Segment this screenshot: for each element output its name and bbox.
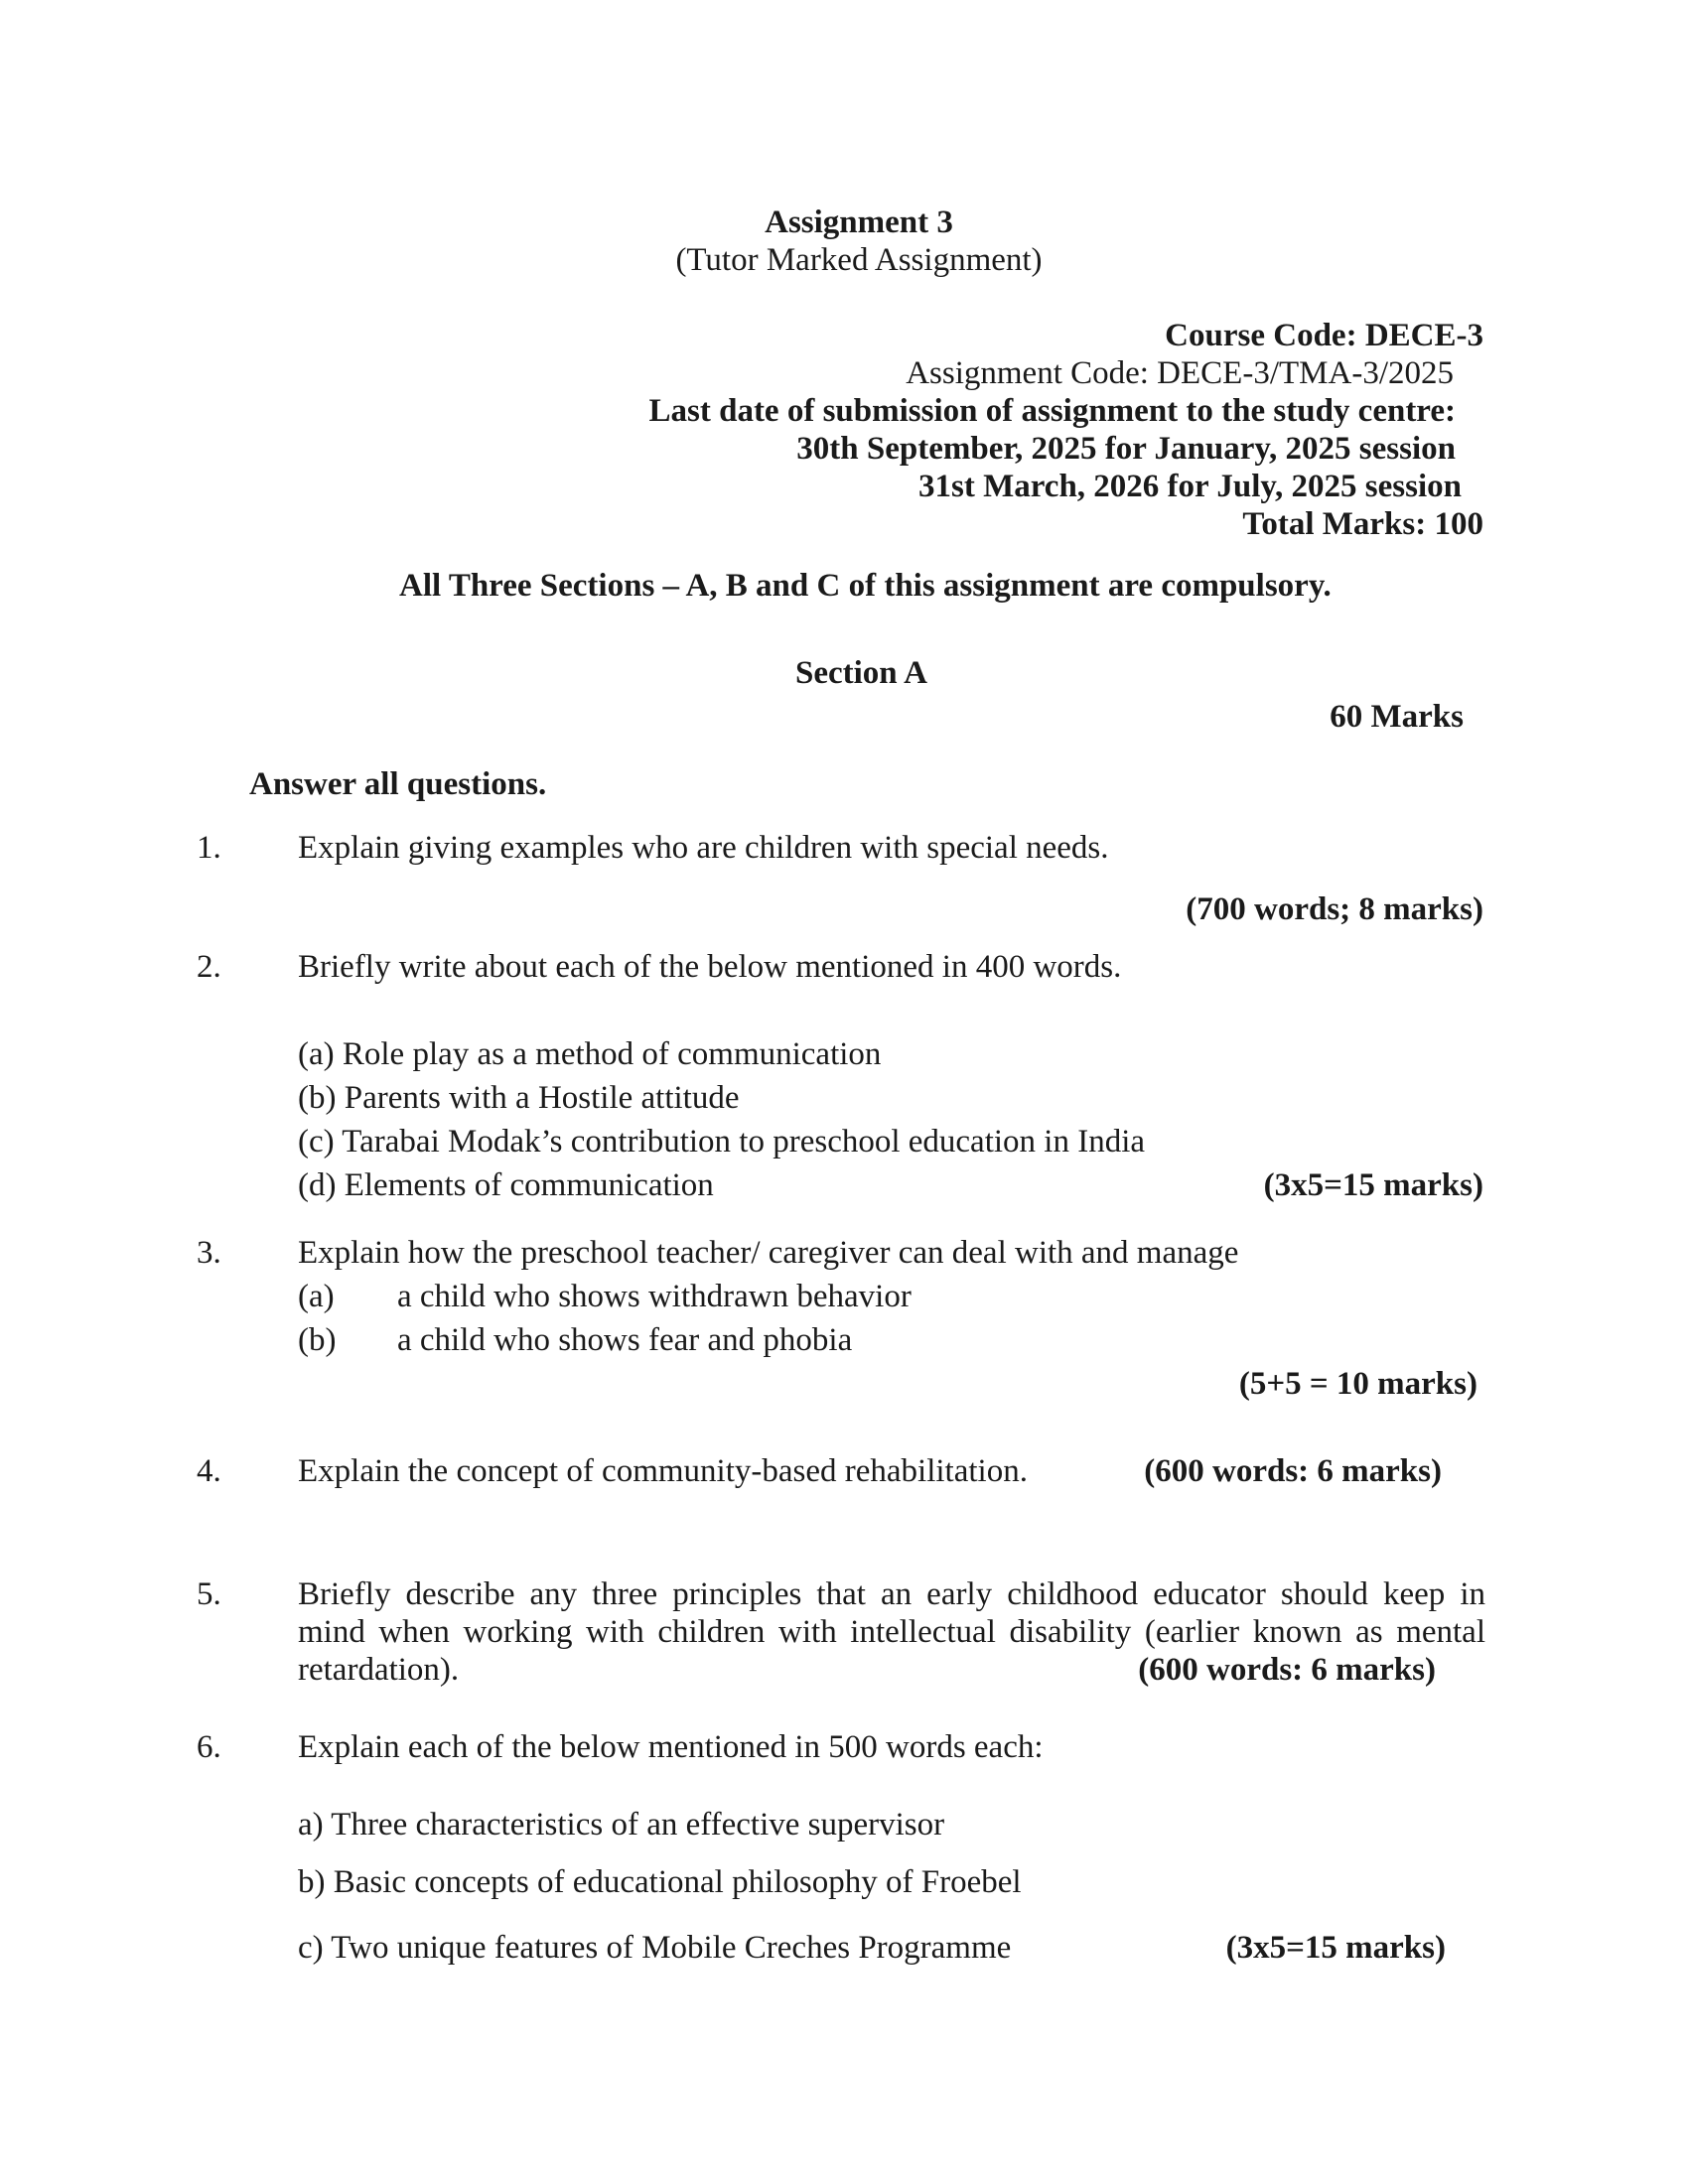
question-marks: (3x5=15 marks) — [1225, 1930, 1446, 1966]
question-part: (c) Tarabai Modak’s contribution to preschool education in India — [298, 1124, 1146, 1160]
question-part: (b) Parents with a Hostile attitude — [298, 1080, 740, 1116]
date-january-session: 30th September, 2025 for January, 2025 session — [796, 431, 1456, 467]
total-marks: Total Marks: 100 — [1242, 506, 1483, 542]
question-text-line: retardation). — [298, 1652, 460, 1688]
question-text: Explain the concept of community-based rehabilitation. — [298, 1453, 1028, 1489]
question-number: 4. — [197, 1453, 221, 1489]
question-number: 2. — [197, 949, 221, 985]
question-text: Explain giving examples who are children with special needs. — [298, 830, 1109, 866]
question-text-line: mind when working with children with intellectual disability (earlier known as mental — [298, 1614, 1485, 1650]
sub-part-label: (a) — [298, 1279, 335, 1314]
assignment-code: Assignment Code: DECE-3/TMA-3/2025 — [906, 355, 1454, 391]
assignment-title: Assignment 3 — [765, 205, 953, 240]
section-title: Section A — [795, 655, 927, 691]
course-code: Course Code: DECE-3 — [1165, 318, 1483, 353]
section-marks: 60 Marks — [1330, 699, 1464, 735]
question-part: c) Two unique features of Mobile Creches Programme — [298, 1930, 1012, 1966]
answer-all-instruction: Answer all questions. — [249, 766, 547, 802]
question-number: 5. — [197, 1576, 221, 1612]
question-text-line: Briefly describe any three principles that an early childhood educator should keep in — [298, 1576, 1485, 1612]
question-marks: (700 words; 8 marks) — [1186, 891, 1483, 927]
sub-part-text: a child who shows fear and phobia — [397, 1322, 853, 1358]
question-marks: (600 words: 6 marks) — [1144, 1453, 1442, 1489]
question-text: Briefly write about each of the below mentioned in 400 words. — [298, 949, 1122, 985]
question-number: 3. — [197, 1235, 221, 1271]
question-text: Explain how the preschool teacher/ caregiver can deal with and manage — [298, 1235, 1239, 1271]
question-part: (d) Elements of communication — [298, 1167, 714, 1203]
question-number: 6. — [197, 1729, 221, 1765]
question-part: (a) Role play as a method of communication — [298, 1036, 882, 1072]
question-marks: (5+5 = 10 marks) — [1238, 1366, 1477, 1402]
question-text: Explain each of the below mentioned in 500 words each: — [298, 1729, 1044, 1765]
question-part: b) Basic concepts of educational philosophy of Froebel — [298, 1864, 1022, 1900]
compulsory-instruction: All Three Sections – A, B and C of this assignment are compulsory. — [399, 568, 1332, 604]
date-july-session: 31st March, 2026 for July, 2025 session — [918, 469, 1462, 504]
question-part: a) Three characteristics of an effective supervisor — [298, 1807, 945, 1843]
sub-part-label: (b) — [298, 1322, 337, 1358]
sub-part-text: a child who shows withdrawn behavior — [397, 1279, 912, 1314]
question-number: 1. — [197, 830, 221, 866]
question-marks: (600 words: 6 marks) — [1138, 1652, 1436, 1688]
assignment-subtitle: (Tutor Marked Assignment) — [675, 242, 1043, 278]
last-date-label: Last date of submission of assignment to the study centre: — [648, 393, 1456, 429]
question-marks: (3x5=15 marks) — [1263, 1167, 1483, 1203]
